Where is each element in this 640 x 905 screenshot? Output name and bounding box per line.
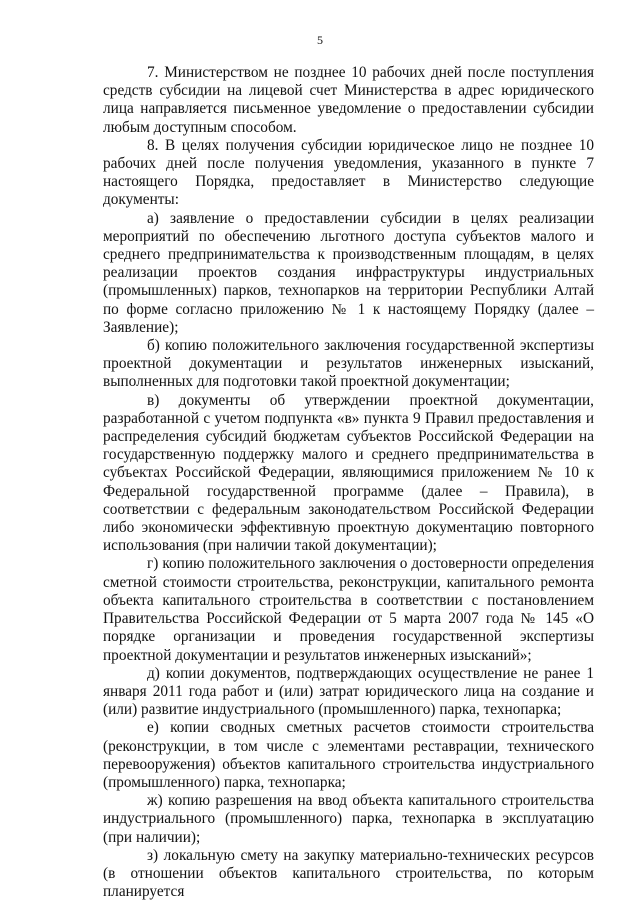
paragraph-subitem-z: з) локальную смету на закупку материально-технических ресурсов (в отношении объектов капитального строительства, по которым планируется [103, 846, 594, 901]
paragraph-item-7: 7. Министерством не позднее 10 рабочих дней после поступления средств субсидии на лицевой счет Министерства в адрес юридического лица направляется письменное уведомление о предоставлении субсидии любым доступным способом. [103, 64, 594, 136]
paragraph-subitem-d: д) копии документов, подтверждающих осуществление не ранее 1 января 2011 года работ и (или) затрат юридического лица на создание и (или) развитие индустриального (промышленного) парка, технопарка; [103, 664, 594, 719]
paragraph-subitem-v: в) документы об утверждении проектной документации, разработанной с учетом подпункта «в» пункта 9 Правил предоставления и распределения субсидий бюджетам субъектов Российской Федерации на государственную поддержку малого и среднего предпринимательства в субъектах Российской Федерации, являющимися приложением № 10 к Федеральной государственной программе (далее – Правила), в соответствии с федеральным законодательством Российской Федерации либо экономически эффективную проектную документацию повторного использования (при наличии такой документации); [103, 391, 594, 555]
paragraph-subitem-e: е) копии сводных сметных расчетов стоимости строительства (реконструкции, в том числе с элементами реставрации, технического перевооружения) объектов капитального строительства индустриального (промышленного) парка, технопарка; [103, 719, 594, 791]
paragraph-subitem-zh: ж) копию разрешения на ввод объекта капитального строительства индустриального (промышленного) парка, технопарка в эксплуатацию (при наличии); [103, 792, 594, 846]
paragraph-subitem-a: а) заявление о предоставлении субсидии в целях реализации мероприятий по обеспечению льготного доступа субъектов малого и среднего предпринимательства к производственным площадям, в целях реализации проектов создания инфраструктуры индустриальных (промышленных) парков, технопарков на территории Республики Алтай по форме согласно приложению № 1 к настоящему Порядку (далее – Заявление); [103, 209, 594, 336]
paragraph-item-8: 8. В целях получения субсидии юридическое лицо не позднее 10 рабочих дней после получения уведомления, указанного в пункте 7 настоящего Порядка, предоставляет в Министерство следующие документы: [103, 136, 594, 209]
page-number: 5 [317, 33, 323, 47]
document-body [103, 64, 594, 901]
paragraph-subitem-g: г) копию положительного заключения о достоверности определения сметной стоимости строительства, реконструкции, капитального ремонта объекта капитального строительства в соответствии с постановлением Правительства Российской Федерации от 5 марта 2007 года № 145 «О порядке организации и проведения государственной экспертизы проектной документации и результатов инженерных изысканий»; [103, 555, 594, 664]
paragraph-subitem-b: б) копию положительного заключения государственной экспертизы проектной документации и результатов инженерных изысканий, выполненных для подготовки такой проектной документации; [103, 337, 594, 391]
